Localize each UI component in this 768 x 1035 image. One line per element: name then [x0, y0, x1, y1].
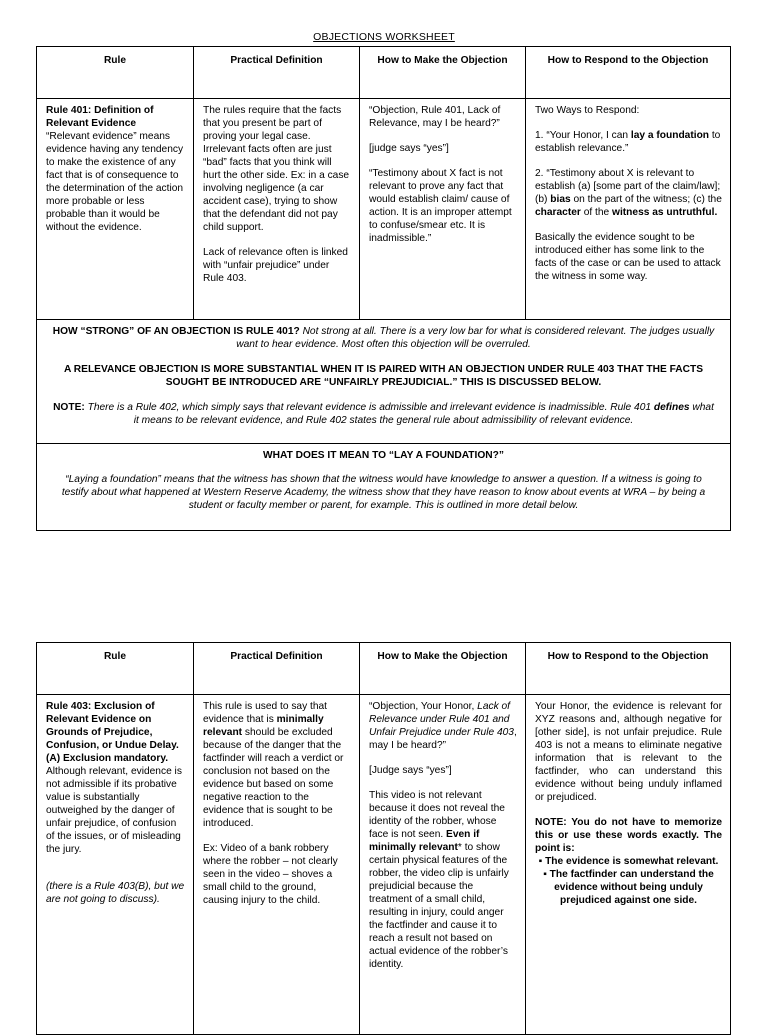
rule-401-make-p3: “Testimony about X fact is not relevant to prove any fact that would establish claim/ cause of action. It is an improper attempt to confuse/smear etc. It is inadmissible.”: [369, 168, 512, 244]
rule-401-make-p2: [judge says “yes”]: [369, 143, 449, 154]
bullet-relevant: ▪ The evidence is somewhat relevant.: [538, 856, 719, 867]
rule-403-note: (there is a Rule 403(B), but we are not going to discuss).: [46, 881, 185, 905]
header-row: [37, 47, 731, 99]
rule-403-row: [37, 695, 731, 1035]
rule-403-make-cell: [360, 695, 526, 1035]
header-respond-label: How to Respond to the Objection: [547, 55, 709, 66]
strength-q: HOW “STRONG” OF AN OBJECTION IS RULE 401?: [52, 326, 300, 337]
worksheet-title: OBJECTIONS WORKSHEET: [313, 31, 455, 43]
rule-403-make-p3: [369, 789, 517, 971]
header-make-label-2: How to Make the Objection: [377, 651, 508, 662]
header-how-to-respond-2: [526, 643, 731, 695]
resp1-text-c: to establish relevance.”: [535, 130, 721, 154]
rule-401-title: Rule 401: Definition of Relevant Evidence: [46, 105, 154, 129]
header-practical-definition-2: [194, 643, 360, 695]
def-minimally-relevant: minimally relevant: [203, 714, 324, 738]
make-a: “Objection, Your Honor,: [369, 701, 478, 712]
header-respond-label-2: How to Respond to the Objection: [547, 651, 709, 662]
rule-403-cell: [37, 695, 194, 1035]
header-rule: [37, 47, 194, 99]
rule-403-definition-cell: [194, 695, 360, 1035]
rule-401-row: [37, 99, 731, 320]
rule-403-respond-cell: [526, 695, 731, 1035]
rule-403-make-p2: [Judge says “yes”]: [369, 765, 452, 776]
rule-401-text: “Relevant evidence” means evidence having any tendency to make the existence of any fact that is of consequence to the determination of the action more probable or less probable than it would be without the evidence.: [46, 131, 184, 233]
note-a: There is a Rule 402, which simply says that relevant evidence is admissible and irrelevant evidence is inadmissible. Rule 401: [84, 402, 654, 413]
rule-401-resp-1: [535, 129, 722, 155]
header-how-to-make-2: [360, 643, 526, 695]
rule-403-def: [203, 700, 351, 830]
rule-403-bullets: [535, 855, 722, 907]
resp2-text-e: of the: [580, 207, 613, 218]
header-rule-2: [37, 643, 194, 695]
foundation-question: WHAT DOES IT MEAN TO “LAY A FOUNDATION?”: [263, 450, 504, 461]
header-rule-label: Rule: [103, 55, 127, 66]
header-row-2: [37, 643, 731, 695]
rule-401-resp-2: [535, 167, 722, 219]
make-p3c: * to show certain physical features of the robber, the video clip is unfairly prejudicial because the treatment of a small child, resulting in injury, could anger the factfinder and cause it to reach a result not based on actual evidence of the robber’s identity.: [369, 842, 509, 970]
strength-note: [51, 401, 716, 427]
rule-401-make-p1: “Objection, Rule 401, Lack of Relevance, may I be heard?”: [369, 105, 501, 129]
resp1-bold: lay a foundation: [630, 130, 710, 141]
rule-403-table: [36, 642, 731, 1035]
rule-401-make-cell: [360, 99, 526, 320]
resp2-untruthful: witness as untruthful.: [612, 207, 718, 218]
rule-403-text: Although relevant, evidence is not admissible if its probative value is substantially outweighed by the danger of unfair prejudice, of confusion of the issues, or of misleading the jury.: [46, 766, 182, 855]
def-c: should be excluded because of the danger that the factfinder will reach a verdict or conclusion not based on the evidence but based on some negative reaction to the evidence that is sought to be introduced.: [203, 727, 344, 829]
resp2-text-c: on the part of the witness; (c) the: [570, 194, 722, 205]
header-how-to-make: [360, 47, 526, 99]
foundation-row: [37, 444, 731, 531]
rule-403-example: Ex: Video of a bank robbery where the robber – not clearly seen in the video – shoves a small child to the ground, causing injury to the child.: [203, 843, 338, 906]
resp2-bias: bias: [550, 194, 571, 205]
rule-401-definition-cell: [194, 99, 360, 320]
def-a: This rule is used to say that evidence that is: [203, 701, 328, 725]
rule-403-make-p1: [369, 700, 517, 752]
resp2-character: character: [535, 207, 581, 218]
rule-401-def-p3: Lack of relevance often is linked with “unfair prejudice” under Rule 403.: [203, 247, 348, 284]
foundation-cell: [37, 444, 731, 531]
strength-a: Not strong at all. There is a very low bar for what is considered relevant. The judges usually want to hear evidence. Most often this objection will be overruled.: [236, 326, 715, 350]
strength-paired: A RELEVANCE OBJECTION IS MORE SUBSTANTIAL WHEN IT IS PAIRED WITH AN OBJECTION UNDER RULE 403 THAT THE FACTS SOUGHT BE INTRODUCED ARE “UNFAIRLY PREJUDICIAL.” THIS IS DISCUSSED BELOW.: [63, 364, 703, 388]
make-even-if: Even if minimally relevant: [369, 829, 480, 853]
make-c: , may I be heard?”: [369, 727, 517, 751]
rule-401-def-p1: The rules require that the facts that you present be part of proving your legal case.: [203, 105, 342, 142]
rule-401-table: [36, 46, 731, 531]
strength-question: [51, 325, 716, 351]
note-label: NOTE:: [53, 402, 85, 413]
rule-403-title: Rule 403: Exclusion of Relevant Evidence on Grounds of Prejudice, Confusion, or Undue Delay. (A) Exclusion mandatory.: [46, 701, 179, 764]
header-definition-label-2: Practical Definition: [230, 651, 323, 662]
rule-401-resp-p3: Basically the evidence sought to be introduced either has some link to the facts of the case or can be used to attack the witness in some way.: [535, 232, 721, 282]
rule-401-respond-cell: [526, 99, 731, 320]
rule-401-resp-intro: Two Ways to Respond:: [535, 105, 640, 116]
header-definition-label: Practical Definition: [230, 55, 323, 66]
rule-401-cell: [37, 99, 194, 320]
resp1-text-a: 1. “Your Honor, I can: [535, 130, 631, 141]
bullet-understand: ▪ The factfinder can understand the evidence without being unduly prejudiced against one side.: [543, 869, 714, 906]
strength-cell: [37, 320, 731, 444]
rule-401-def-p2: Irrelevant facts often are just “bad” facts that you think will hurt the other side. Ex: in a case involving negligence (a car accident case), trying to show that the defendant did not pay child support.: [203, 144, 350, 233]
header-rule-label-2: Rule: [103, 651, 127, 662]
note-c: what it means to be relevant evidence, and Rule 402 states the general rule about admissibility of relevant evidence.: [133, 402, 714, 426]
note-defines: defines: [653, 402, 690, 413]
strength-row: [37, 320, 731, 444]
header-practical-definition: [194, 47, 360, 99]
foundation-text: “Laying a foundation” means that the witness has shown that the witness would have knowledge to answer a question. If a witness is going to testify about what happened at Western Reserve Academy, the witness show that they have reason to know about events at WRA – by being a student or faculty member or parent, for example. This is outlined in more detail below.: [61, 474, 706, 511]
header-how-to-respond: [526, 47, 731, 99]
make-p3a: This video is not relevant because it does not reveal the identity of the robber, whose face is not seen.: [369, 790, 505, 840]
resp2-text-a: 2. “Testimony about X is relevant to establish (a) [some part of the claim/law]; (b): [535, 168, 721, 205]
rule-403-resp-p1: Your Honor, the evidence is relevant for XYZ reasons and, although negative for [other side], is not unfair prejudice. Rule 403 is not a means to eliminate negative information that is relevant to the factfinder, who can understand this evidence without being unduly inflamed or prejudiced.: [535, 701, 722, 803]
make-b: Lack of Relevance under Rule 401 and Unfair Prejudice under Rule 403: [369, 701, 514, 738]
header-make-label: How to Make the Objection: [377, 55, 508, 66]
rule-403-resp-note: NOTE: You do not have to memorize this or use these words exactly. The point is:: [535, 817, 722, 854]
